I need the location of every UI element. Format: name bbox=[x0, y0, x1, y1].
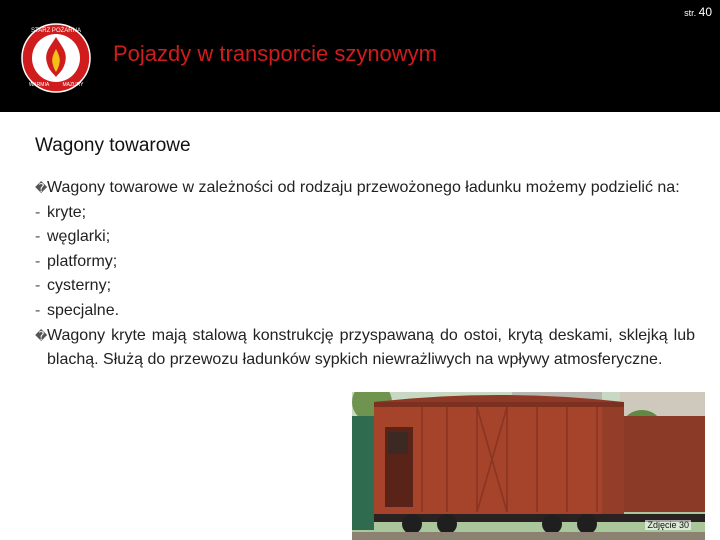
photo-caption: Zdjęcie 30 bbox=[647, 520, 689, 530]
list-marker: - bbox=[35, 301, 41, 319]
section-title: Wagony towarowe bbox=[35, 135, 191, 156]
list-marker: - bbox=[35, 277, 41, 295]
list-item-text: specjalne. bbox=[47, 301, 120, 319]
list-item-text: platformy; bbox=[47, 252, 118, 270]
list-item bbox=[35, 250, 695, 275]
header-bar bbox=[0, 0, 720, 112]
logo-left-text: WARMIA bbox=[28, 82, 50, 88]
page-number bbox=[684, 5, 712, 19]
list-marker: - bbox=[35, 252, 41, 270]
bullet-icon: � bbox=[35, 328, 48, 343]
list-item-text: cysterny; bbox=[47, 277, 112, 295]
list-item bbox=[35, 274, 695, 299]
slide-body bbox=[35, 176, 695, 373]
list-marker: - bbox=[35, 228, 41, 246]
logo-right-text: MAZURY bbox=[62, 82, 84, 88]
logo-top-text: STARZ POŻARNA bbox=[31, 28, 81, 34]
freight-wagon-photo bbox=[352, 392, 705, 540]
list-item bbox=[35, 225, 695, 250]
header-title: Pojazdy w transporcie szynowym bbox=[113, 41, 438, 66]
page-number-value: 40 bbox=[698, 5, 712, 19]
list-item-text: kryte; bbox=[47, 203, 87, 221]
bullet-icon: � bbox=[35, 181, 48, 195]
list-marker: - bbox=[35, 203, 41, 221]
fire-brigade-logo-icon bbox=[20, 22, 92, 94]
paragraph-covered-wagons bbox=[35, 324, 695, 373]
paragraph-covered-wagons-text: Wagony kryte mają stalową konstrukcję przyspawaną do ostoi, krytą deskami, sklejką lub blachą. Służą do przewozu ładunków sypkich niewrażliwych na wpływy atmosferyczne. bbox=[47, 326, 695, 369]
list-item bbox=[35, 299, 695, 324]
freight-wagon-illustration bbox=[352, 392, 705, 540]
page-prefix: str. bbox=[684, 8, 697, 18]
list-item-text: węglarki; bbox=[47, 228, 111, 246]
paragraph-intro bbox=[35, 176, 695, 201]
paragraph-intro-text: Wagony towarowe w zależności od rodzaju przewożonego ładunku możemy podzielić na: bbox=[47, 179, 680, 196]
list-item bbox=[35, 201, 695, 226]
